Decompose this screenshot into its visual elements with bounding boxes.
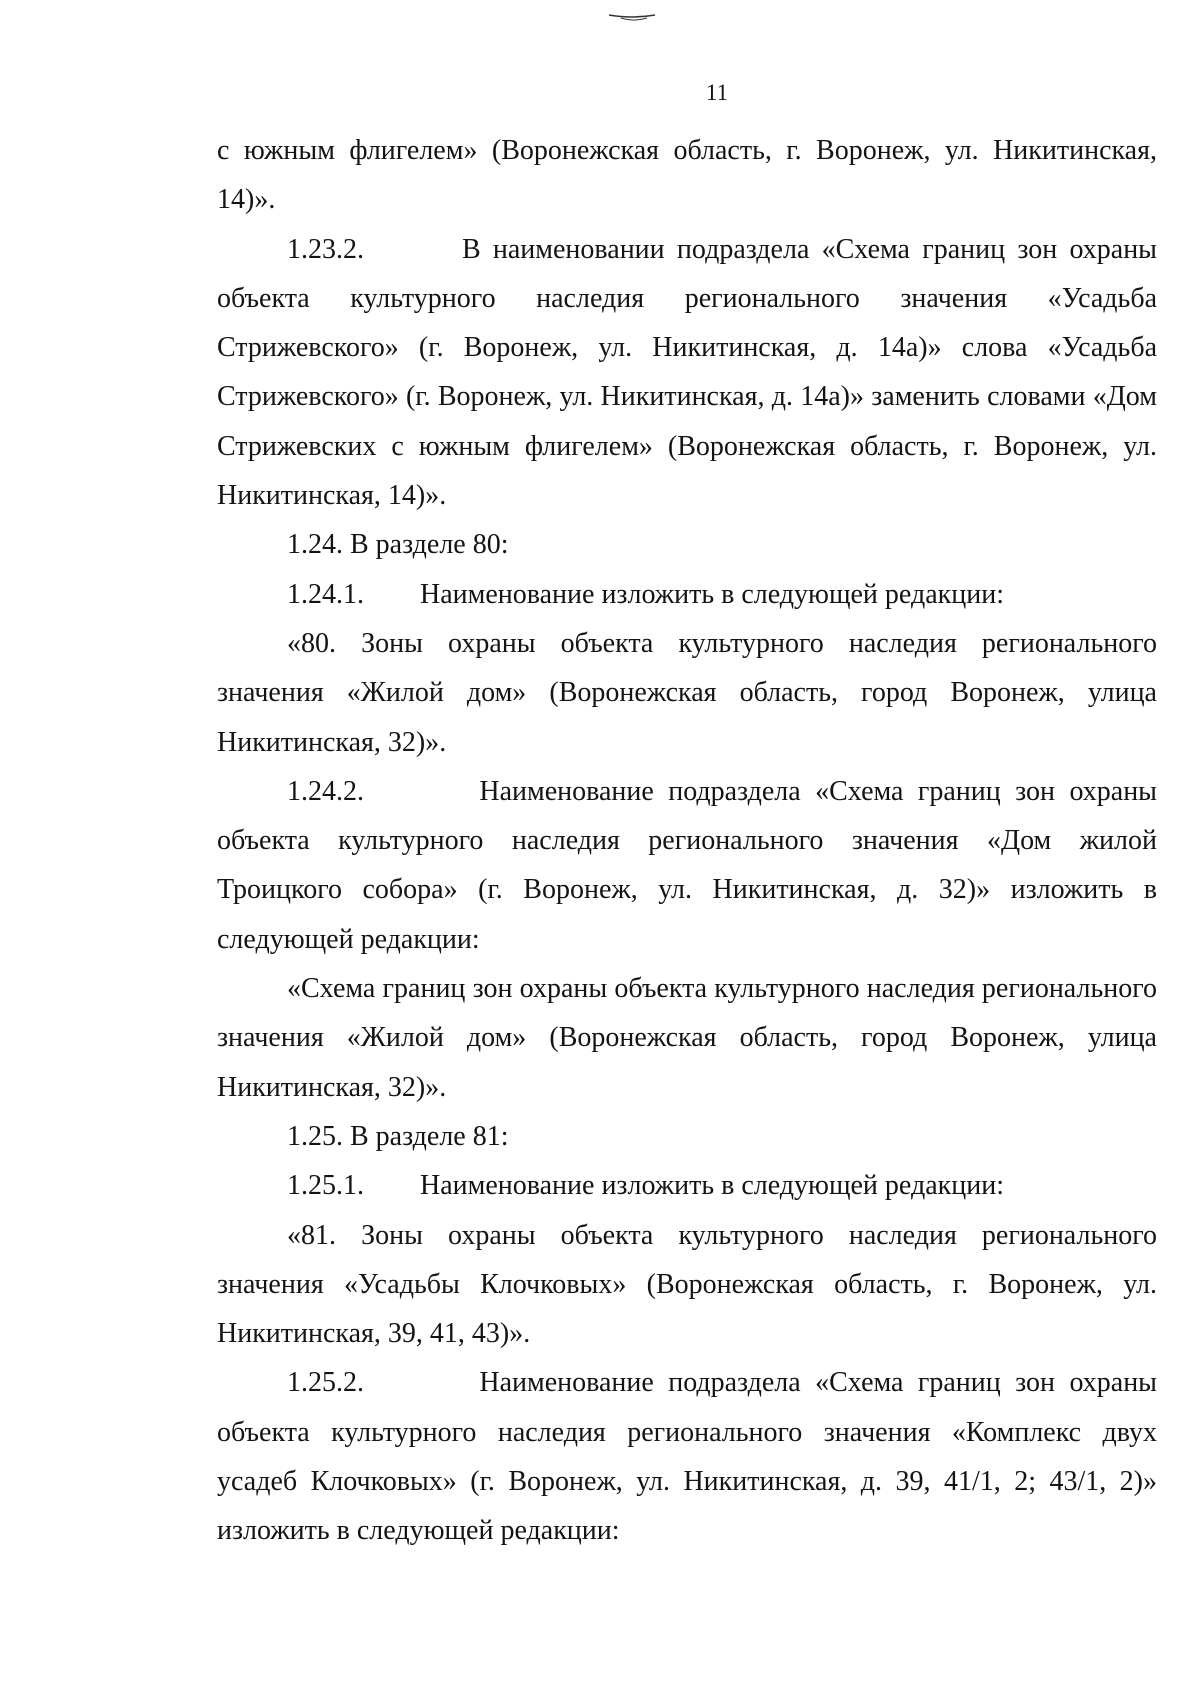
paragraph: 1.25. В разделе 81: [287,1120,509,1152]
paragraph: 1.24.2. Наименование подраздела «Схема границ зон охраны объекта культурного наследия регионального значения «Дом жилой Троицкого собора» (г. Воронеж, ул. Никитинская, д. 32)» изложить в следующей редакции: [217,775,1157,955]
paragraph: 1.25.1. Наименование изложить в следующей редакции: [287,1170,1004,1202]
paragraph: «Схема границ зон охраны объекта культурного наследия регионального значения «Жилой дом» (Воронежская область, город Воронеж, улица Никитинская, 32)». [217,973,1157,1103]
paragraph: 1.24. В разделе 80: [287,529,509,561]
paragraph: с южным флигелем» (Воронежская область, г. Воронеж, ул. Никитинская, 14)». [217,135,1157,216]
paragraph: 1.25.2. Наименование подраздела «Схема границ зон охраны объекта культурного наследия регионального значения «Комплекс двух усадеб Клочковых» (г. Воронеж, ул. Никитинская, д. 39, 41/1, 2; 43/1, 2)» изложить в следующей редакции: [217,1367,1157,1547]
paragraph: 1.23.2. В наименовании подраздела «Схема границ зон охраны объекта культурного наследия регионального значения «Усадьба Стрижевского» (г. Воронеж, ул. Никитинская, д. 14а)» слова «Усадьба Стрижевского» (г. Воронеж, ул. Никитинская, д. 14а)» заменить словами «Дом Стрижевских с южным флигелем» (Воронежская область, г. Воронеж, ул. Никитинская, 14)». [217,233,1157,512]
paragraph: «80. Зоны охраны объекта культурного наследия регионального значения «Жилой дом» (Воронежская область, город Воронеж, улица Никитинская, 32)». [217,627,1157,758]
document-body [217,126,1157,1556]
page-number: 11 [705,80,729,105]
paragraph: «81. Зоны охраны объекта культурного наследия регионального значения «Усадьбы Клочковых» (Воронежская область, г. Воронеж, ул. Никитинская, 39, 41, 43)». [217,1219,1157,1350]
scan-mark-icon [607,10,657,24]
paragraph: 1.24.1. Наименование изложить в следующей редакции: [287,578,1004,610]
